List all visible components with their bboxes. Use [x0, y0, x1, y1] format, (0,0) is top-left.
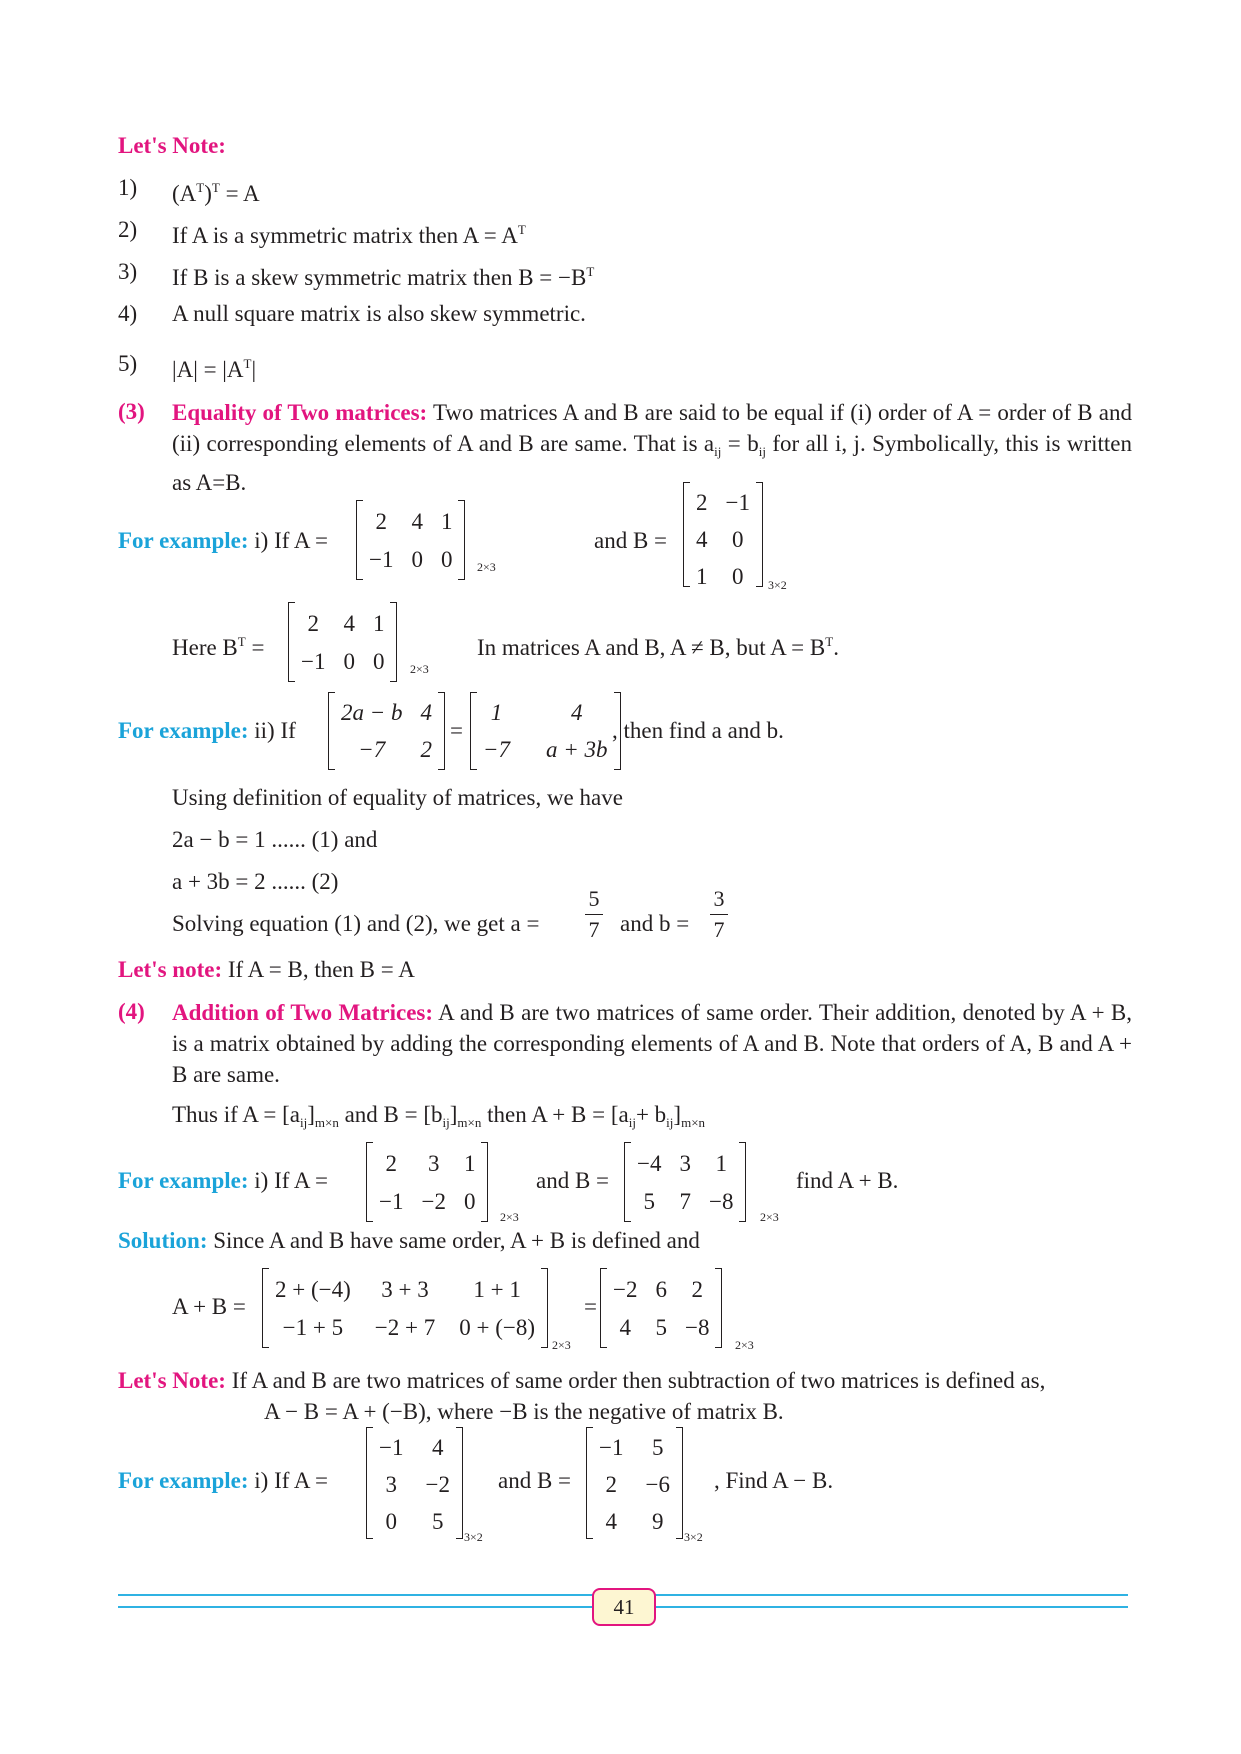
matrix-cells — [373, 1142, 481, 1222]
matrix-b — [586, 1427, 683, 1539]
matrix-cell: 2 + (−4) — [275, 1276, 351, 1302]
note-text: A − B = A + (−B), where −B is the negative of matrix B. — [264, 1399, 784, 1424]
matrix-cell: 3 — [385, 1472, 397, 1497]
matrix-a — [366, 1427, 463, 1539]
solution-line: Using definition of equality of matrices, we have — [172, 785, 623, 810]
matrix-cell: 5 — [431, 1509, 444, 1534]
note-label: Let's Note: — [118, 1368, 226, 1393]
matrix-cell: 4 — [343, 610, 355, 636]
matrix-cells — [295, 602, 390, 682]
note-number: 3) — [118, 259, 138, 284]
solution-line — [118, 1226, 700, 1256]
matrix-bracket — [366, 1142, 373, 1222]
note-text: If A = B, then B = A — [227, 957, 415, 982]
lets-note-line — [118, 955, 415, 985]
matrix-cell: −8 — [708, 1188, 734, 1214]
matrix-cell: 2 — [307, 610, 319, 636]
subscript: ij — [758, 444, 766, 459]
matrix-cell: 0 — [411, 546, 423, 572]
example-label: For example: — [118, 1468, 249, 1493]
note-item: A null square matrix is also skew symmetric. — [172, 301, 586, 326]
example-line — [118, 526, 328, 556]
matrix-bracket — [438, 692, 445, 770]
denominator: 7 — [588, 917, 600, 942]
matrix-cell: −2 — [425, 1472, 450, 1497]
label-text: = — [245, 635, 265, 660]
matrix-sum-result — [600, 1268, 722, 1348]
and-b-label: and b = — [620, 911, 690, 936]
section-text: for all i, j. Symbolically, this is written as A=B. — [172, 431, 1132, 495]
matrix-cell: 4 — [411, 508, 423, 534]
matrix-cell: 0 — [731, 527, 744, 552]
matrix-bracket — [366, 1427, 373, 1539]
note-number: 5) — [118, 351, 138, 376]
page-number: 41 — [592, 1588, 656, 1626]
example-text: i) If A = — [254, 528, 328, 553]
and-b-label: and B = — [498, 1468, 572, 1493]
matrix-bracket — [600, 1268, 607, 1348]
formula-text: and B = [b — [338, 1102, 443, 1127]
example-line — [118, 1166, 328, 1196]
label-text: In matrices A and B, A ≠ B, but A = B — [477, 635, 826, 660]
label-text: . — [833, 635, 839, 660]
subscript: m×n — [457, 1115, 482, 1130]
matrix-cell: −6 — [645, 1472, 670, 1497]
solution-text: Since A and B have same order, A + B is defined and — [213, 1228, 700, 1253]
section-title: Equality of Two matrices: — [172, 400, 428, 425]
matrix-order: 2×3 — [760, 1210, 779, 1224]
matrix-cell: −1 — [725, 490, 750, 515]
equals-sign: = — [450, 718, 463, 743]
matrix-bracket — [756, 482, 763, 587]
matrix-bracket — [456, 1427, 463, 1539]
matrix-cell: 2a − b — [341, 700, 403, 725]
example-text: i) If A = — [254, 1168, 328, 1193]
matrix-bracket — [624, 1142, 631, 1222]
matrix-bracket — [288, 602, 295, 682]
subscript: m×n — [314, 1115, 339, 1130]
section-title: Addition of Two Matrices: — [172, 1000, 434, 1025]
and-b-label: and B = — [594, 528, 668, 553]
matrix-cell: 4 — [420, 700, 433, 725]
matrix-bracket — [328, 692, 335, 770]
example-tail: , then find a and b. — [612, 718, 784, 743]
matrix-cell: 5 — [651, 1435, 664, 1460]
superscript: T — [237, 634, 246, 649]
fraction-bar — [585, 914, 603, 915]
matrix-bt — [288, 602, 397, 682]
matrix-order: 3×2 — [684, 1530, 703, 1544]
section-text: A and B are two matrices of same order. Their addition, denoted by A + B, is a matrix obtained by adding the corresponding elements of A and B. Note that orders of A, B and A + B are same. — [172, 1000, 1132, 1087]
equals-sign: = — [584, 1294, 597, 1319]
matrix-cell: 7 — [679, 1188, 691, 1214]
matrix-cell: 2 — [696, 490, 708, 515]
matrix-cell: 4 — [605, 1509, 617, 1534]
subscript: ij — [714, 444, 722, 459]
example-text: ii) If — [254, 718, 296, 743]
numerator: 5 — [588, 886, 600, 911]
matrix-bracket — [586, 1427, 593, 1539]
matrix-cell: 2 — [385, 1150, 397, 1176]
lets-note-line — [118, 1366, 1045, 1396]
matrix-cells — [690, 482, 756, 587]
numerator: 3 — [713, 886, 725, 911]
section-number: (4) — [118, 999, 145, 1024]
note-number: 1) — [118, 175, 138, 200]
comparison-text — [477, 627, 839, 663]
matrix-b — [624, 1142, 746, 1222]
section-text: Two matrices A and B are said to be equal if (i) order of A = order of B and (ii) corresponding elements of A and B are same. That is a — [172, 400, 1132, 456]
matrix-bracket — [683, 482, 690, 587]
matrix-cell: 0 + (−8) — [459, 1314, 535, 1340]
example-label: For example: — [118, 528, 249, 553]
matrix-cell: 6 — [655, 1276, 667, 1302]
solution-line: 2a − b = 1 ...... (1) and — [172, 827, 378, 852]
matrix-cell: 5 — [643, 1188, 655, 1214]
matrix-cell: −2 — [613, 1276, 638, 1302]
matrix-cell: 3 — [679, 1150, 691, 1176]
formula-line: Thus if $A = [a_{ij}]_{m\times n}$ and $B = [b_{ij}]_{m\times n}$ then $A + B = [a_{ij}+ b_{ij}]_{m\times n}$ — [172, 1102, 706, 1130]
matrix-cell: 0 — [463, 1188, 476, 1214]
here-bt-label — [172, 627, 264, 663]
matrix-cell: −1 — [379, 1435, 404, 1460]
note-item: If A is a symmetric matrix then $A = A^T$ — [172, 222, 526, 248]
matrix-cell: 0 — [385, 1509, 397, 1534]
matrix-bracket — [541, 1268, 548, 1348]
matrix-order: 3×2 — [464, 1530, 483, 1544]
matrix-bracket — [356, 500, 363, 580]
matrix-cell: 0 — [440, 546, 453, 572]
matrix-cells — [373, 1427, 456, 1539]
formula-text: Thus if A = [a — [172, 1102, 300, 1127]
note-item: $|A| = |A^T|$ — [172, 356, 257, 382]
solution-label: Solution: — [118, 1228, 208, 1253]
section-paragraph — [172, 397, 1132, 498]
matrix-cell: 1 + 1 — [473, 1276, 521, 1302]
matrix-cell: 2 — [420, 737, 433, 762]
note-text: If A and B are two matrices of same order then subtraction of two matrices is defined as, — [231, 1368, 1046, 1393]
formula-text: then A + B = [a — [481, 1102, 629, 1127]
matrix-cell: −1 — [599, 1435, 624, 1460]
matrix-cell: 0 — [731, 564, 744, 589]
matrix-cell: 1 — [696, 564, 708, 589]
matrix-cell: −1 — [379, 1188, 404, 1214]
matrix-cell: 3 — [427, 1150, 440, 1176]
matrix-cell: 1 — [715, 1150, 727, 1176]
matrix-order: 2×3 — [552, 1338, 571, 1352]
find-text: , Find A − B. — [714, 1468, 834, 1493]
matrix-cells — [607, 1268, 715, 1348]
example-label: For example: — [118, 718, 249, 743]
matrix-right — [470, 692, 621, 770]
matrix-cell: −1 — [369, 546, 394, 572]
matrix-cell: −2 — [421, 1188, 446, 1214]
solution-line: a + 3b = 2 ...... (2) — [172, 869, 339, 894]
matrix-cell: 4 — [619, 1314, 631, 1340]
find-text: find A + B. — [796, 1168, 899, 1193]
matrix-order: 2×3 — [500, 1210, 519, 1224]
and-b-label: and B = — [536, 1168, 610, 1193]
matrix-cells — [363, 500, 458, 580]
subscript: m×n — [681, 1115, 706, 1130]
fraction-b — [710, 886, 728, 943]
matrix-cell: 5 — [655, 1314, 667, 1340]
matrix-cell: 1 — [440, 508, 453, 534]
matrix-bracket — [715, 1268, 722, 1348]
formula-text: + b — [635, 1102, 667, 1127]
matrix-order: 2×3 — [477, 560, 496, 574]
matrix-sum-expanded — [262, 1268, 548, 1348]
matrix-cell: −7 — [358, 737, 386, 762]
matrix-cell: −7 — [483, 737, 511, 762]
matrix-cells — [335, 692, 438, 770]
fraction-a — [585, 886, 603, 943]
example-text: i) If A = — [254, 1468, 328, 1493]
matrix-cells — [593, 1427, 676, 1539]
matrix-cell: a + 3b — [546, 737, 608, 762]
section-number: (3) — [118, 399, 145, 424]
matrix-a — [356, 500, 465, 580]
section-paragraph — [172, 997, 1132, 1090]
a-plus-b-label: A + B = — [172, 1294, 246, 1319]
matrix-cell: −1 + 5 — [282, 1314, 344, 1340]
matrix-a — [366, 1142, 488, 1222]
denominator: 7 — [713, 917, 725, 942]
matrix-cell: 1 — [490, 700, 503, 725]
matrix-order: 2×3 — [735, 1338, 754, 1352]
matrix-cells — [269, 1268, 541, 1348]
matrix-cell: −4 — [637, 1150, 662, 1176]
label-text: Here B — [172, 635, 238, 660]
subscript: ij — [299, 1115, 308, 1130]
example-label: For example: — [118, 1168, 249, 1193]
matrix-bracket — [262, 1268, 269, 1348]
matrix-cell: 2 — [605, 1472, 617, 1497]
subscript: ij — [628, 1115, 636, 1130]
matrix-bracket — [390, 602, 397, 682]
note-label: Let's note: — [118, 957, 223, 982]
matrix-order: 3×2 — [768, 578, 787, 592]
matrix-order: 2×3 — [410, 662, 429, 676]
matrix-bracket — [470, 692, 477, 770]
solution-line: Solving equation (1) and (2), we get a = — [172, 911, 540, 936]
matrix-cell: 0 — [372, 648, 385, 674]
matrix-cell: 0 — [343, 648, 355, 674]
note-item: $(A^T)^T = A$ — [172, 180, 260, 206]
matrix-cell: 4 — [431, 1435, 444, 1460]
note-number: 4) — [118, 301, 138, 326]
note-item: If B is a skew symmetric matrix then $B = -B^T$ — [172, 264, 595, 290]
matrix-cell: −8 — [684, 1314, 710, 1340]
matrix-cells — [477, 692, 614, 770]
subscript: ij — [442, 1115, 450, 1130]
matrix-cell: 9 — [651, 1509, 664, 1534]
matrix-cell: 4 — [571, 700, 583, 725]
subscript: ij — [666, 1115, 674, 1130]
matrix-bracket — [458, 500, 465, 580]
example-line — [118, 716, 296, 746]
note-number: 2) — [118, 217, 138, 242]
matrix-cell: 1 — [372, 610, 385, 636]
matrix-bracket — [676, 1427, 683, 1539]
matrix-cell: −2 + 7 — [374, 1314, 436, 1340]
example-line — [118, 1466, 328, 1496]
matrix-left — [328, 692, 445, 770]
superscript: T — [825, 634, 834, 649]
fraction-bar — [710, 914, 728, 915]
section-text: = b — [721, 431, 759, 456]
matrix-cell: 2 — [375, 508, 387, 534]
matrix-cell: 2 — [691, 1276, 703, 1302]
matrix-bracket — [739, 1142, 746, 1222]
matrix-cell: 4 — [696, 527, 708, 552]
lets-note-heading: Let's Note: — [118, 133, 226, 158]
matrix-cell: 1 — [463, 1150, 476, 1176]
matrix-bracket — [481, 1142, 488, 1222]
matrix-b — [683, 482, 763, 587]
matrix-cell: 3 + 3 — [381, 1276, 429, 1302]
matrix-cell: −1 — [301, 648, 326, 674]
matrix-cells — [631, 1142, 739, 1222]
